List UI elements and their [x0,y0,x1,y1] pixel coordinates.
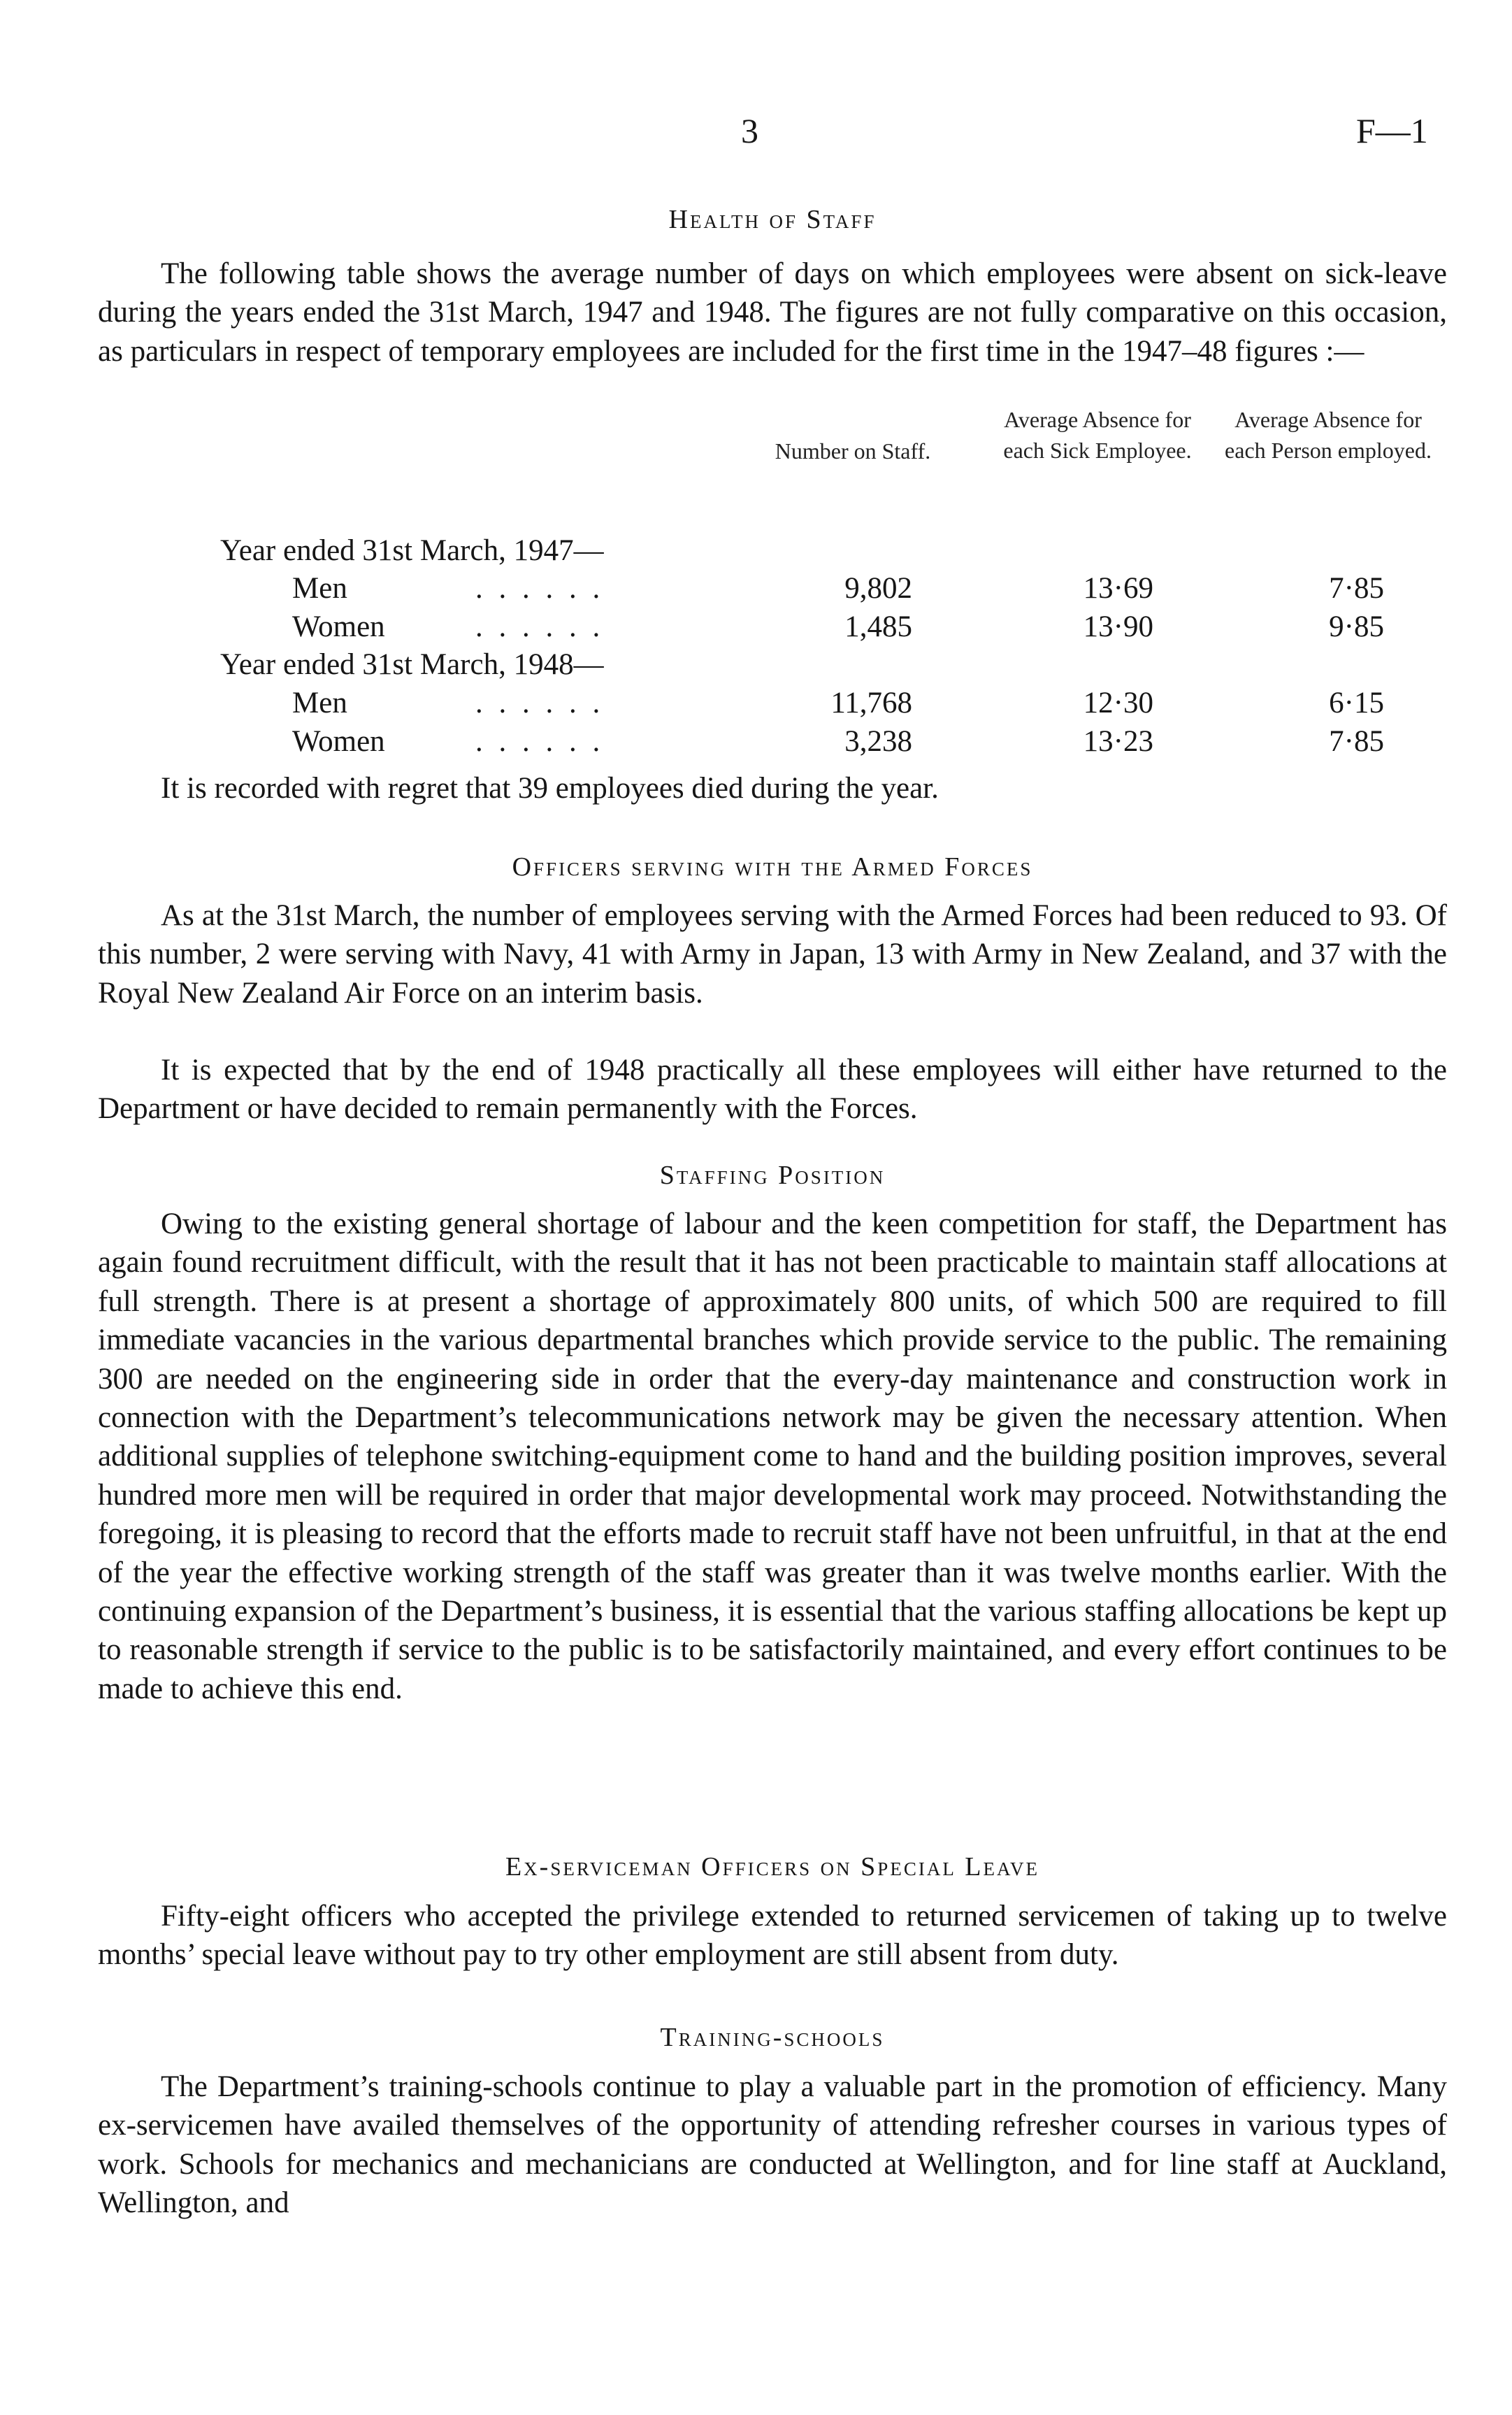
section-heading-training-schools: Training-schools [660,2023,885,2052]
table-cell-avg-sick: 13·23 [1083,725,1153,758]
table-row-label: Men [292,687,347,719]
table-cell-number: 9,802 [844,572,912,605]
ex-serviceman-paragraph: Fifty-eight officers who accepted the privilege extended to returned servicemen of taking up to twelve months’ special leave without pay to try other employment are still absent from duty. [98,1900,1447,1972]
table-cell-number: 11,768 [830,687,912,719]
table-row-leader: . . . . . . [475,687,605,719]
table-cell-avg-person: 9·85 [1329,610,1384,643]
section-heading-staffing-position: Staffing Position [659,1161,886,1190]
health-closing-paragraph: It is recorded with regret that 39 employees died during the year. [161,772,939,805]
column-header-avg-sick: Average Absence for each Sick Employee. [1003,407,1192,463]
staffing-paragraph: Owing to the existing general shortage of labour and the keen competition for staff, the Department has again found recruitment difficult, with the result that it has not been practicable to maintain staff allocations at full strength. There is at present a shortage of approximately 800 units, of which 500 are required to fill immediate vacancies in the various departmental branches which provide service to the public. The remaining 300 are needed on the engineering side in order that the every-day maintenance and construction work in connection with the Department’s telecommunications network may be given the necessary attention. When additional supplies of telephone switching-equipment come to hand and the building position improves, several hundred more men will be required in order that major developmental work may proceed. Notwithstanding the foregoing, it is pleasing to record that the efforts made to recruit staff have not been unfruitful, in that at the end of the year the effective working strength of the staff was greater than it was twelve months earlier. With the continuing expansion of the Department’s business, it is essential that the various staffing allocations be kept up to reasonable strength if service to the public is to be satisfactorily maintained, and every effort continues to be made to achieve this end. [98,1208,1447,1705]
table-row-label: Men [292,572,347,605]
table-cell-avg-sick: 12·30 [1083,687,1153,719]
table-row-leader: . . . . . . [475,572,605,605]
table-cell-avg-person: 7·85 [1329,572,1384,605]
health-intro-paragraph: The following table shows the average number of days on which employees were absent on sick-leave during the years ended the 31st March, 1947 and 1948. The figures are not fully comparative on this occasion, as particulars in respect of temporary employees are included for the first time in the 1947–48 figures :— [98,257,1447,368]
document-code: F—1 [1356,111,1428,150]
table-group-label: Year ended 31st March, 1947— [220,534,604,567]
page-number: 3 [741,111,758,150]
section-heading-armed-forces: Officers serving with the Armed Forces [512,852,1033,882]
table-cell-avg-sick: 13·90 [1083,610,1153,643]
armed-forces-paragraph-1: As at the 31st March, the number of employees serving with the Armed Forces had been reduced to 93. Of this number, 2 were serving with Navy, 41 with Army in Japan, 13 with Army in New Zealand, and 37 with the Royal New Zealand Air Force on an interim basis. [98,899,1447,1010]
table-cell-number: 3,238 [844,725,912,758]
table-row-label: Women [292,610,385,643]
table-row-leader: . . . . . . [475,610,605,643]
table-cell-number: 1,485 [844,610,912,643]
section-heading-ex-serviceman: Ex-serviceman Officers on Special Leave [505,1852,1040,1882]
section-heading-health-of-staff: Health of Staff [668,205,877,234]
armed-forces-paragraph-2: It is expected that by the end of 1948 practically all these employees will either have returned to the Department or have decided to remain permanently with the Forces. [98,1054,1447,1126]
column-header-number-on-staff: Number on Staff. [775,438,931,464]
column-header-avg-person: Average Absence for each Person employed. [1225,407,1432,463]
table-row-label: Women [292,725,385,758]
table-cell-avg-person: 7·85 [1329,725,1384,758]
table-cell-avg-person: 6·15 [1329,687,1384,719]
table-group-label: Year ended 31st March, 1948— [220,648,604,681]
table-cell-avg-sick: 13·69 [1083,572,1153,605]
table-row-leader: . . . . . . [475,725,605,758]
training-paragraph: The Department’s training-schools continue to play a valuable part in the promotion of efficiency. Many ex-servicemen have availed themselves of the opportunity of attending refresher courses in various types of work. Schools for mechanics and mechanicians are conducted at Wellington, and for line staff at Auckland, Wellington, and [98,2070,1447,2220]
